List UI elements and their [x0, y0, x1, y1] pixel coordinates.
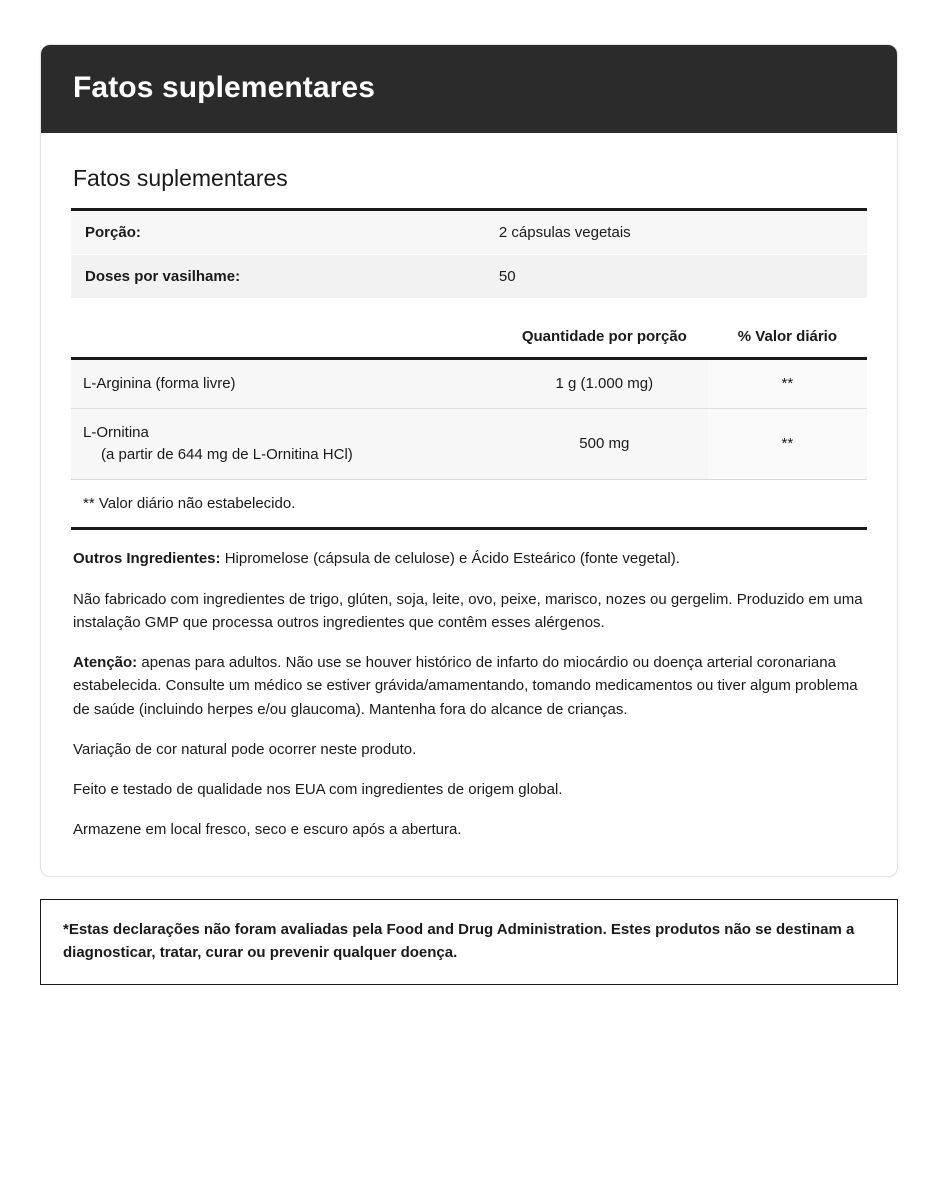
footnote-row: [71, 479, 867, 527]
nutrient-source-note: (a partir de 644 mg de L-Ornitina HCl): [101, 445, 353, 463]
daily-value-footnote: ** Valor diário não estabelecido.: [71, 479, 867, 527]
made-in-usa-text: Feito e testado de qualidade nos EUA com ingredientes de origem global.: [73, 781, 563, 798]
serving-size-value: 2 cápsulas vegetais: [485, 210, 867, 255]
servings-per-container-value: 50: [485, 255, 867, 299]
panel-title: Fatos suplementares: [73, 165, 288, 191]
column-header-name: [71, 321, 501, 359]
allergen-text: Não fabricado com ingredientes de trigo, glúten, soja, leite, ovo, peixe, marisco, nozes ou gergelim. Produzido em uma instalação GMP que processa outros ingredientes que contêm esses alérgenos.: [73, 590, 863, 631]
nutrient-daily-value: **: [708, 409, 867, 480]
storage-text: Armazene em local fresco, seco e escuro após a abertura.: [73, 821, 462, 839]
fda-disclaimer: *Estas declarações não foram avaliadas pela Food and Drug Administration. Estes produtos não se destinam a diagnosticar, tratar, curar ou prevenir qualquer doença.: [40, 899, 898, 986]
column-header-daily-value: % Valor diário: [737, 328, 837, 345]
warning-text: apenas para adultos. Não use se houver histórico de infarto do miocárdio ou doença arterial coronariana estabelecida. Consulte um médico se estiver grávida/amamentando, tomando medicamentos ou tiver algum problema de saúde (incluindo herpes e/ou glaucoma). Mantenha fora do alcance de crianças.: [73, 654, 858, 718]
card-body: [41, 133, 897, 876]
nutrient-amount: 500 mg: [501, 409, 708, 480]
color-variation-paragraph: [73, 738, 865, 761]
serving-table: [71, 208, 867, 299]
table-header-row: [71, 321, 867, 359]
table-row: [71, 359, 867, 409]
card-header: [41, 45, 897, 133]
supplement-facts-card: [40, 44, 898, 877]
table-bottom-rule: [71, 527, 867, 530]
nutrient-name-group: [71, 409, 501, 480]
nutrient-daily-value: **: [708, 359, 867, 409]
color-variation-text: Variação de cor natural pode ocorrer neste produto.: [73, 740, 417, 758]
storage-paragraph: [73, 818, 865, 841]
warning-paragraph: [73, 651, 865, 721]
table-row: [71, 409, 867, 480]
nutrient-name: L-Ornitina: [83, 424, 149, 441]
allergen-paragraph: [73, 588, 865, 635]
nutrient-name: L-Arginina (forma livre): [71, 359, 501, 409]
warning-label: Atenção:: [73, 654, 138, 671]
other-ingredients-label: Outros Ingredientes:: [73, 550, 221, 568]
other-ingredients-paragraph: [73, 547, 865, 570]
made-in-usa-paragraph: [73, 778, 865, 801]
nutrient-amount: 1 g (1.000 mg): [501, 359, 708, 409]
page-title: Fatos suplementares: [73, 71, 376, 104]
column-header-amount: Quantidade por porção: [521, 328, 687, 345]
serving-size-label: Porção:: [71, 210, 485, 255]
table-row: [71, 255, 867, 299]
nutrients-table: [71, 321, 867, 527]
other-ingredients-text: Hipromelose (cápsula de celulose) e Ácido Esteárico (fonte vegetal).: [220, 550, 680, 568]
servings-per-container-label: Doses por vasilhame:: [71, 255, 485, 299]
table-row: [71, 210, 867, 255]
